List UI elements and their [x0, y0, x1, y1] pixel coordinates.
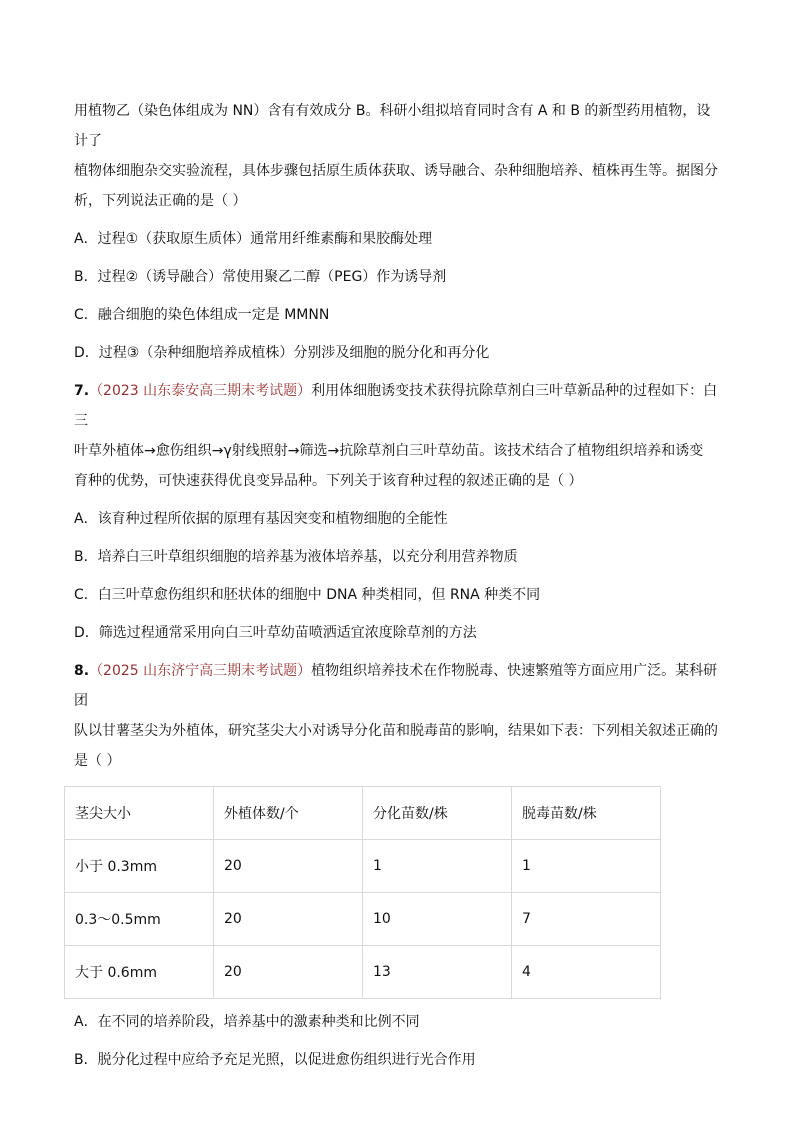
table-cell: 20	[214, 840, 363, 893]
question-7-option-c: C．白三叶草愈伤组织和胚状体的细胞中 DNA 种类相同，但 RNA 种类不同	[74, 587, 541, 603]
results-table	[64, 786, 661, 999]
stem-text: 利用体细胞诱变技术获得抗除草剂白三叶草新品种的过程如下：白三	[74, 383, 718, 429]
question-8-stem	[74, 656, 724, 776]
question-8-option-b: B．脱分化过程中应给予充足光照，以促进愈伤组织进行光合作用	[74, 1052, 476, 1068]
question-number: 8.	[74, 663, 90, 679]
table-cell: 1	[363, 840, 512, 893]
question-6-option-d: D．过程③（杂种细胞培养成植株）分别涉及细胞的脱分化和再分化	[74, 345, 490, 361]
stem-line: 育种的优势，可快速获得优良变异品种。下列关于该育种过程的叙述正确的是（ ）	[74, 473, 583, 489]
question-8-option-a: A．在不同的培养阶段，培养基中的激素种类和比例不同	[74, 1014, 420, 1030]
stem-line	[74, 656, 724, 716]
question-6-option-c: C．融合细胞的染色体组成一定是 MMNN	[74, 307, 330, 323]
question-7-stem	[74, 376, 724, 496]
question-7-option-b: B．培养白三叶草组织细胞的培养基为液体培养基，以充分利用营养物质	[74, 549, 518, 565]
table-cell: 20	[214, 946, 363, 999]
table-cell: 0.3～0.5mm	[65, 893, 214, 946]
question-7-option-d: D．筛选过程通常采用向白三叶草幼苗喷洒适宜浓度除草剂的方法	[74, 625, 477, 641]
stem-text: 植物组织培养技术在作物脱毒、快速繁殖等方面应用广泛。某科研团	[74, 663, 718, 709]
table-header-cell: 分化苗数/株	[363, 787, 512, 840]
table-header-cell: 茎尖大小	[65, 787, 214, 840]
table-row	[65, 840, 661, 893]
stem-line: 用植物乙（染色体组成为 NN）含有有效成分 B。科研小组拟培育同时含有 A 和 B 的新型药用植物，设计了	[74, 103, 711, 149]
table-cell: 小于 0.3mm	[65, 840, 214, 893]
stem-line: 植物体细胞杂交实验流程，具体步骤包括原生质体获取、诱导融合、杂种细胞培养、植株再生等。据图分	[74, 163, 718, 179]
table-cell: 7	[512, 893, 661, 946]
table-row	[65, 893, 661, 946]
question-6-option-b: B．过程②（诱导融合）常使用聚乙二醇（PEG）作为诱导剂	[74, 269, 447, 285]
stem-line: 队以甘薯茎尖为外植体，研究茎尖大小对诱导分化苗和脱毒苗的影响，结果如下表：下列相关叙述正确的	[74, 723, 718, 739]
stem-line: 叶草外植体→愈伤组织→γ射线照射→筛选→抗除草剂白三叶草幼苗。该技术结合了植物组织培养和诱变	[74, 443, 704, 459]
question-number: 7.	[74, 383, 90, 399]
table-cell: 大于 0.6mm	[65, 946, 214, 999]
table-header-row	[65, 787, 661, 840]
question-6-stem	[74, 96, 724, 216]
table-header-cell: 外植体数/个	[214, 787, 363, 840]
question-6-option-a: A．过程①（获取原生质体）通常用纤维素酶和果胶酶处理	[74, 231, 433, 247]
table-row	[65, 946, 661, 999]
question-source: （2025 山东济宁高三期末考试题）	[89, 663, 312, 679]
table-cell: 1	[512, 840, 661, 893]
document-page	[74, 96, 724, 1083]
table-cell: 20	[214, 893, 363, 946]
table-cell: 13	[363, 946, 512, 999]
stem-line: 析，下列说法正确的是（ ）	[74, 193, 247, 209]
stem-line: 是（ ）	[74, 753, 121, 769]
table-cell: 4	[512, 946, 661, 999]
table-header-cell: 脱毒苗数/株	[512, 787, 661, 840]
stem-line	[74, 376, 724, 436]
question-source: （2023 山东泰安高三期末考试题）	[89, 383, 312, 399]
question-7-option-a: A．该育种过程所依据的原理有基因突变和植物细胞的全能性	[74, 511, 448, 527]
table-cell: 10	[363, 893, 512, 946]
